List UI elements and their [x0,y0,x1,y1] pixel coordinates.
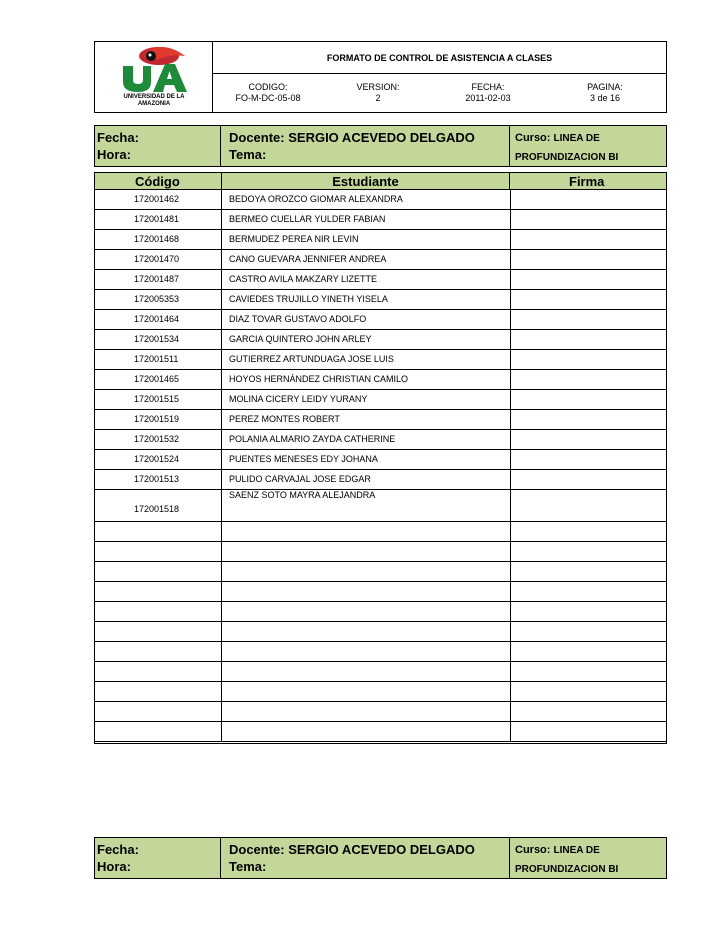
col-header-codigo: Código [135,174,180,189]
student-code: 172001519 [134,414,180,424]
curso-value-1: LINEA DE [553,133,600,144]
meta-codigo [213,74,323,112]
meta-fecha-label: FECHA: [471,82,505,92]
fecha-label-bottom: Fecha: [97,842,139,857]
student-name: BERMUDEZ PEREA NIR LEVIN [229,234,359,244]
logo-text-line1: UNIVERSIDAD DE LA [123,94,185,100]
empty-table-row [95,702,666,722]
meta-version [323,74,433,112]
col-divider-2 [510,190,511,742]
student-name: BEDOYA OROZCO GIOMAR ALEXANDRA [229,194,403,204]
empty-table-row [95,562,666,582]
empty-table-row [95,642,666,662]
docente-label-bottom: Docente: SERGIO ACEVEDO DELGADO [229,842,475,857]
empty-table-row [95,622,666,642]
info-band-bottom [94,837,667,879]
meta-fecha-value: 2011-02-03 [465,93,511,103]
info-band-top [94,125,667,167]
student-code: 172001524 [134,454,180,464]
empty-table-row [95,582,666,602]
meta-pagina-label: PAGINA: [587,82,623,92]
table-row [95,310,666,330]
meta-codigo-label: CODIGO: [248,82,288,92]
form-title: FORMATO DE CONTROL DE ASISTENCIA A CLASES [213,42,666,74]
hora-label-bottom: Hora: [97,859,131,874]
empty-table-row [95,662,666,682]
table-row [95,330,666,350]
student-code: 172001465 [134,374,180,384]
student-name: GARCIA QUINTERO JOHN ARLEY [229,334,372,344]
table-row [95,430,666,450]
student-code: 172001468 [134,234,180,244]
table-row [95,190,666,210]
student-name: GUTIERREZ ARTUNDUAGA JOSE LUIS [229,354,394,364]
student-code: 172001481 [134,214,180,224]
student-code: 172001515 [134,394,180,404]
table-row [95,410,666,430]
student-code: 172001513 [134,474,180,484]
meta-fecha [433,74,543,112]
fecha-hora-cell-bottom [95,838,221,878]
table-row [95,490,666,522]
hora-label: Hora: [97,147,131,162]
student-name: HOYOS HERNÁNDEZ CHRISTIAN CAMILO [229,374,409,384]
student-name: POLANIA ALMARIO ZAYDA CATHERINE [229,434,396,444]
table-row [95,390,666,410]
meta-version-value: 2 [375,93,381,103]
curso-value-2: PROFUNDIZACION BI [515,152,619,163]
table-row [95,450,666,470]
table-row [95,350,666,370]
meta-codigo-value: FO-M-DC-05-08 [235,93,301,103]
curso-cell [510,126,666,166]
curso-label: Curso: [515,132,551,144]
student-code: 172001534 [134,334,180,344]
student-name: PEREZ MONTES ROBERT [229,414,340,424]
student-code: 172001532 [134,434,180,444]
document-header [94,41,667,113]
student-name: CAVIEDES TRUJILLO YINETH YISELA [229,294,388,304]
empty-table-row [95,602,666,622]
table-row [95,250,666,270]
table-row [95,470,666,490]
student-code: 172001511 [134,354,179,364]
curso-value-1-bottom: LINEA DE [553,845,600,856]
student-code: 172001487 [134,274,180,284]
empty-table-row [95,542,666,562]
table-row [95,370,666,390]
student-name: DIAZ TOVAR GUSTAVO ADOLFO [229,314,367,324]
student-name: MOLINA CICERY LEIDY YURANY [229,394,368,404]
student-code: 172001470 [134,254,180,264]
fecha-label: Fecha: [97,130,139,145]
student-name: PUENTES MENESES EDY JOHANA [229,454,378,464]
docente-label: Docente: SERGIO ACEVEDO DELGADO [229,130,475,145]
col-header-firma: Firma [569,174,605,189]
empty-table-row [95,722,666,742]
col-divider-1 [221,190,222,742]
student-name: PULIDO CARVAJAL JOSE EDGAR [229,474,371,484]
table-row [95,270,666,290]
empty-table-row [95,682,666,702]
attendance-table [94,172,667,744]
curso-cell-bottom [510,838,666,878]
student-name: CASTRO AVILA MAKZARY LIZETTE [229,274,378,284]
docente-tema-cell [221,126,510,166]
meta-pagina-value: 3 de 16 [589,93,621,103]
col-header-estudiante: Estudiante [221,173,510,189]
table-header [94,172,667,190]
docente-tema-cell-bottom [221,838,510,878]
tema-label: Tema: [229,147,267,162]
student-name: BERMEO CUELLAR YULDER FABIAN [229,214,386,224]
empty-table-row [95,522,666,542]
table-row [95,210,666,230]
tema-label-bottom: Tema: [229,859,267,874]
curso-label-bottom: Curso: [515,844,551,856]
table-row [95,290,666,310]
student-name: SAENZ SOTO MAYRA ALEJANDRA [229,490,376,500]
student-name: CANO GUEVARA JENNIFER ANDREA [229,254,387,264]
curso-value-2-bottom: PROFUNDIZACION BI [515,864,619,875]
table-row [95,230,666,250]
university-logo-icon [99,44,209,100]
meta-pagina [543,74,667,112]
fecha-hora-cell [95,126,221,166]
meta-version-label: VERSION: [356,82,400,92]
logo-text-line2: AMAZONIA [137,101,171,107]
student-code: 172001518 [134,504,180,514]
student-code: 172005353 [134,294,180,304]
student-code: 172001464 [134,314,180,324]
student-code: 172001462 [134,194,180,204]
logo-cell [95,42,213,112]
